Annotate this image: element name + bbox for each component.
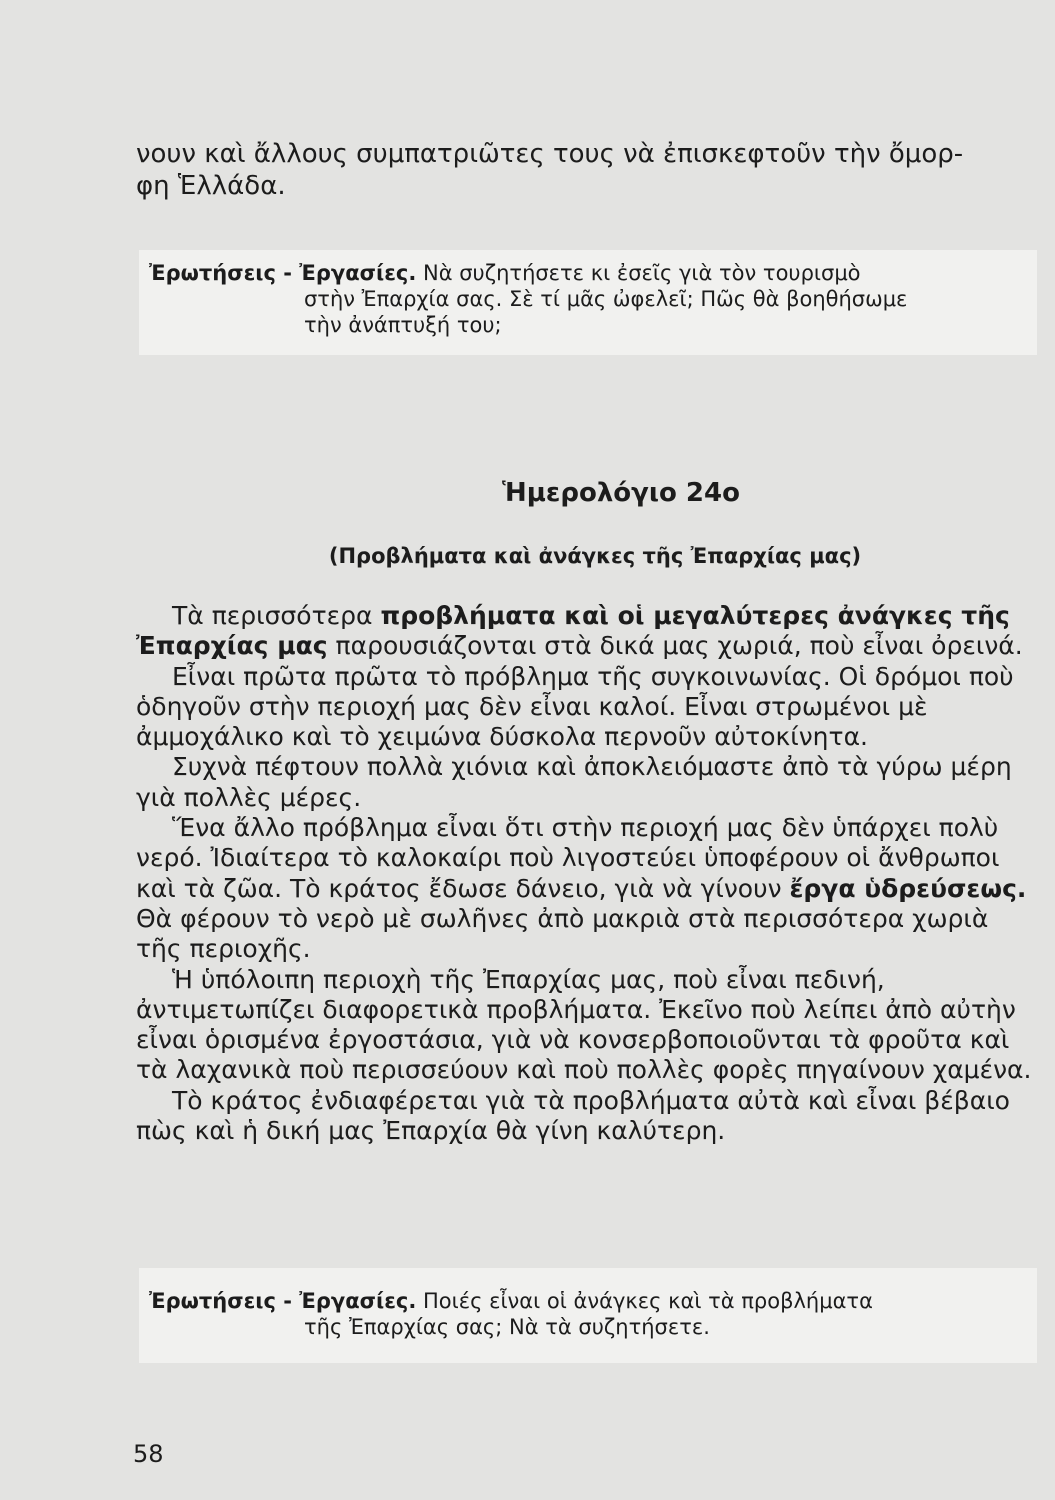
- body-p4-end: Θὰ φέρουν τὸ νερὸ μὲ σωλῆνες ἀπὸ μακριὰ στὰ περισσότερα χωριὰ τῆς περιοχῆς.: [136, 903, 989, 964]
- body-paragraph-4: [136, 813, 1036, 964]
- page-number: 58: [133, 1440, 164, 1468]
- intro-paragraph: [136, 138, 1036, 202]
- intro-line-2: φη Ἑλλάδα.: [136, 171, 286, 201]
- questions-1-line-3: τὴν ἀνάπτυξή του;: [304, 313, 502, 337]
- body-p4-start: Ἕνα ἄλλο πρόβλημα εἶναι ὅτι στὴν περιοχή μας δὲν ὑπάρχει πολὺ νερό. Ἰδιαίτερα τὸ καλοκαίρι ποὺ λιγοστεύει ὑποφέρουν οἱ ἄνθρωποι καὶ τὰ ζῶα. Τὸ κράτος ἔδωσε δάνειο, γιὰ νὰ γίνουν: [136, 813, 1000, 903]
- body-paragraph-2: Εἶναι πρῶτα πρῶτα τὸ πρόβλημα τῆς συγκοινωνίας. Οἱ δρόμοι ποὺ ὁδηγοῦν στὴν περιοχή μας δὲν εἶναι καλοί. Εἶναι στρωμένοι μὲ ἀμμοχάλικο καὶ τὸ χειμώνα δύσκολα περνοῦν αὐτοκίνητα.: [136, 661, 1014, 752]
- questions-1-line-1: Νὰ συζητήσετε κι ἐσεῖς γιὰ τὸν τουρισμὸ: [423, 261, 861, 285]
- questions-text-1: [149, 260, 1029, 338]
- questions-box-1: [139, 250, 1037, 355]
- questions-box-2: [139, 1268, 1037, 1363]
- diary-body: [136, 601, 1036, 1146]
- intro-line-1: νουν καὶ ἄλλους συμπατριῶτες τους νὰ ἐπισκεφτοῦν τὴν ὄμορ-: [136, 139, 964, 169]
- body-p4-bold: ἔργα ὑδρεύσεως.: [789, 873, 1027, 903]
- body-paragraph-5: Ἡ ὑπόλοιπη περιοχὴ τῆς Ἐπαρχίας μας, ποὺ εἶναι πεδινή, ἀντιμετωπίζει διαφορετικὰ προβλήματα. Ἐκεῖνο ποὺ λείπει ἀπὸ αὐτὴν εἶναι ὁρισμένα ἐργοστάσια, γιὰ νὰ κονσερβοποιοῦνται τὰ φροῦτα καὶ τὰ λαχανικὰ ποὺ περισσεύουν καὶ ποὺ πολλὲς φορὲς πηγαίνουν χαμένα.: [136, 964, 1032, 1085]
- questions-1-line-2: στὴν Ἐπαρχία σας. Σὲ τί μᾶς ὠφελεῖ; Πῶς θὰ βοηθήσωμε: [304, 287, 908, 311]
- body-paragraph-1: [136, 601, 1036, 662]
- diary-title: Ἡμερολόγιο 24ο: [502, 478, 740, 508]
- diary-subtitle: (Προβλήματα καὶ ἀνάγκες τῆς Ἐπαρχίας μας): [328, 544, 862, 568]
- body-paragraph-6: Τὸ κράτος ἐνδιαφέρεται γιὰ τὰ προβλήματα αὐτὰ καὶ εἶναι βέβαιο πὼς καὶ ἡ δική μας Ἐπαρχία θὰ γίνη καλύτερη.: [136, 1085, 1010, 1146]
- questions-label-1: Ἐρωτήσεις - Ἐργασίες.: [149, 261, 417, 285]
- questions-text-2: [149, 1288, 1029, 1340]
- questions-2-line-1: Ποιές εἶναι οἱ ἀνάγκες καὶ τὰ προβλήματα: [423, 1289, 873, 1313]
- body-p1-bold: προβλήματα καὶ οἱ μεγαλύτερες ἀνάγκες τῆς Ἐπαρχίας μας: [136, 601, 1010, 661]
- body-paragraph-3: Συχνὰ πέφτουν πολλὰ χιόνια καὶ ἀποκλειόμαστε ἀπὸ τὰ γύρω μέρη γιὰ πολλὲς μέρες.: [136, 752, 1012, 812]
- body-p1-end: παρουσιάζονται στὰ δικά μας χωριά, ποὺ εἶναι ὀρεινά.: [327, 631, 1023, 661]
- questions-2-line-2: τῆς Ἐπαρχίας σας; Νὰ τὰ συζητήσετε.: [304, 1315, 710, 1339]
- questions-label-2: Ἐρωτήσεις - Ἐργασίες.: [149, 1289, 417, 1313]
- body-p1-start: Τὰ περισσότερα: [172, 601, 381, 630]
